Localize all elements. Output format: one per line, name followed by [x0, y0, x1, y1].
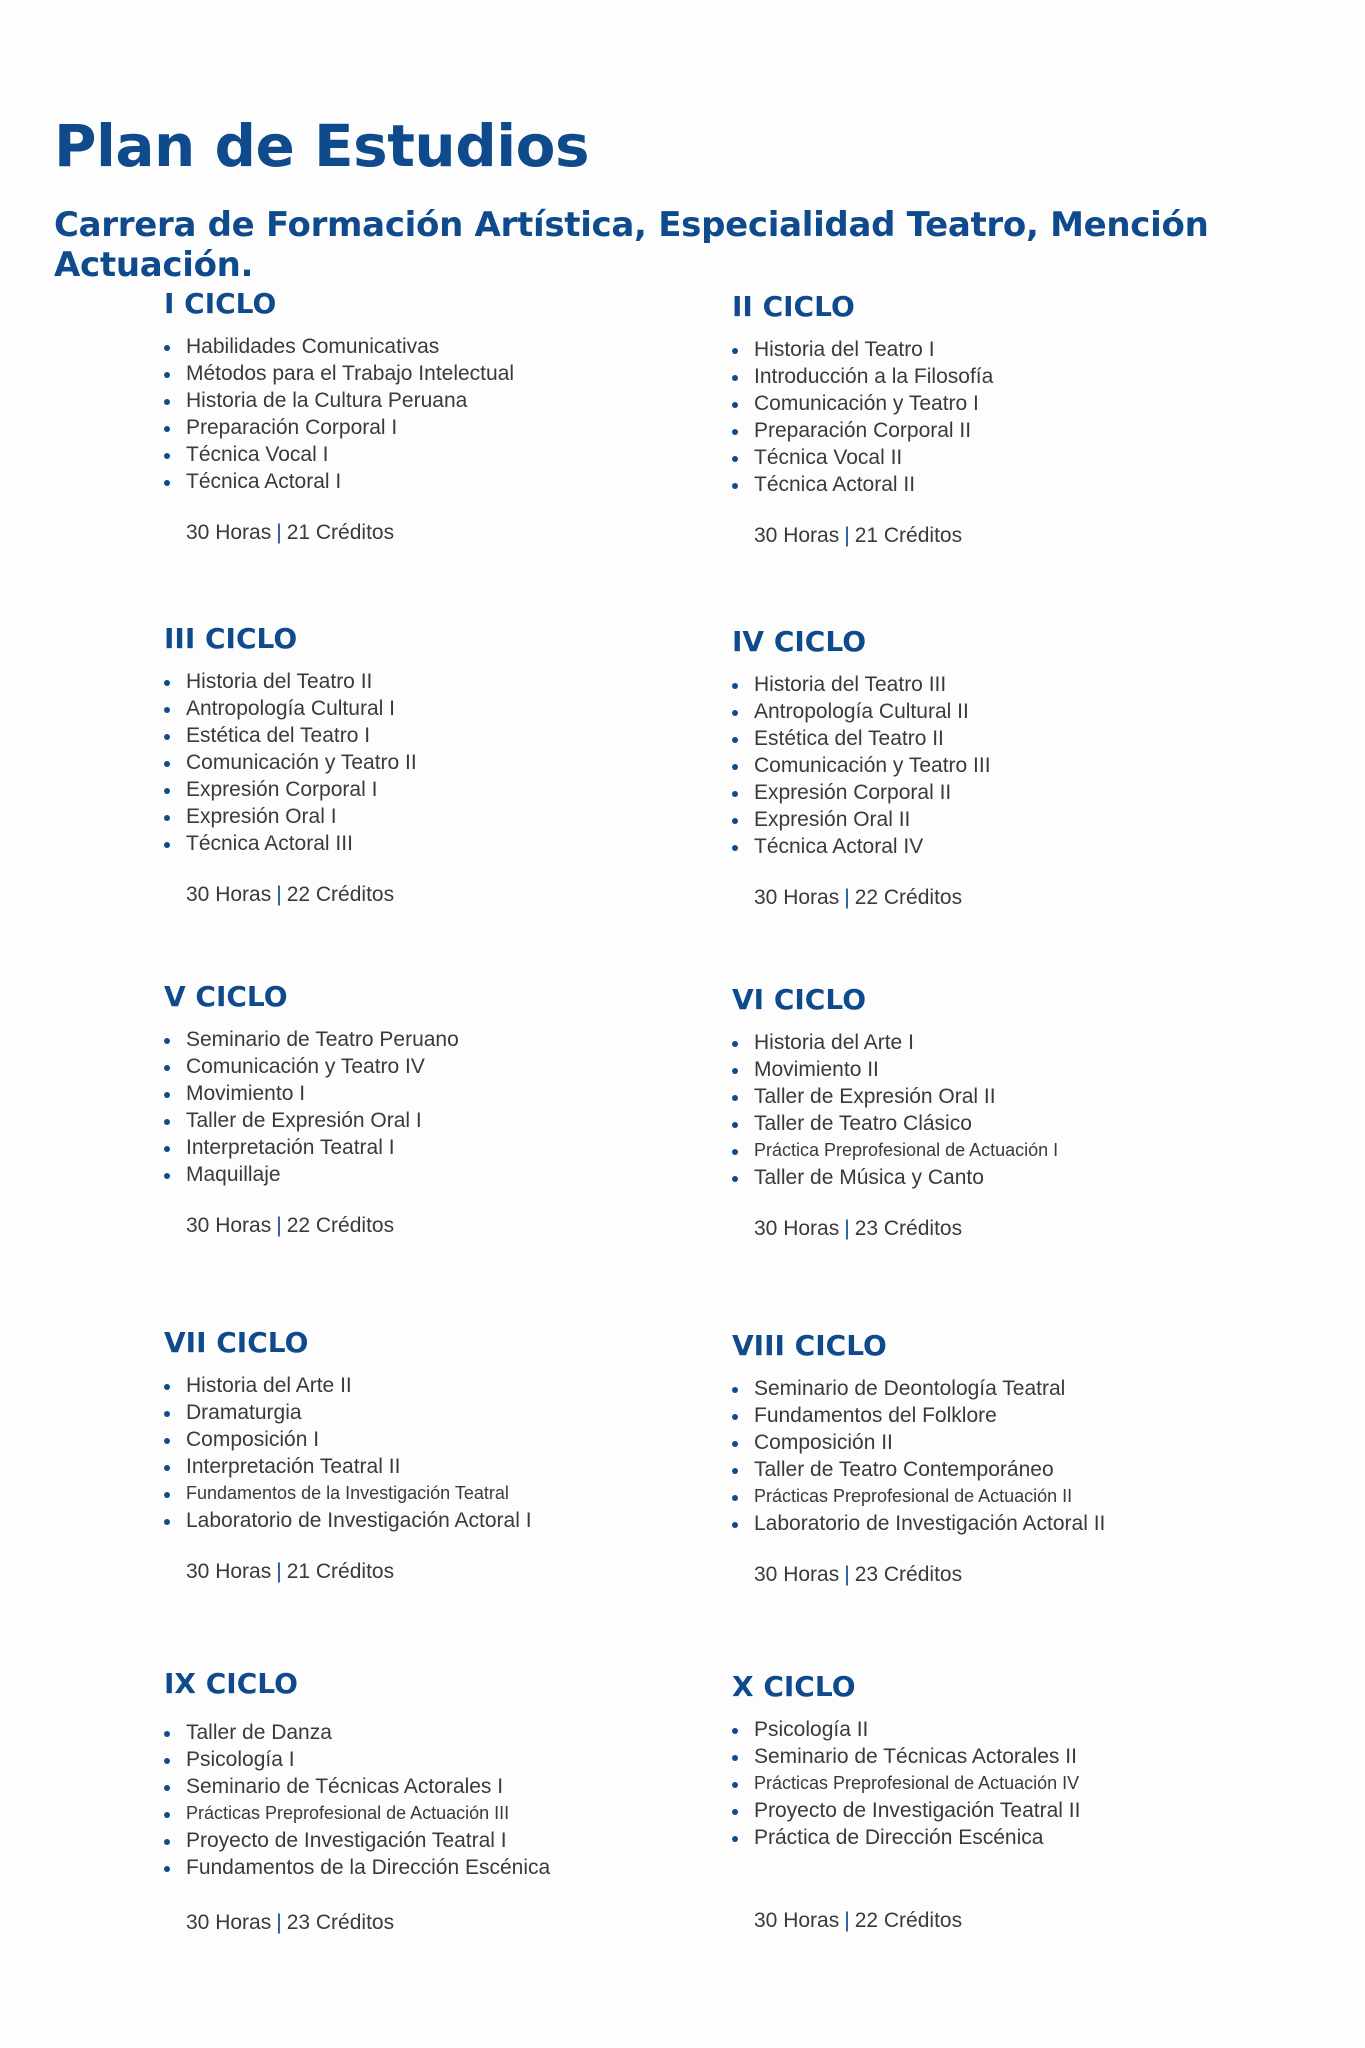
course-name: Laboratorio de Investigación Actoral II [754, 1512, 1106, 1535]
course-list [732, 1375, 1292, 1537]
hours-value: 30 Horas [754, 1909, 840, 1932]
course-name: Seminario de Técnicas Actorales II [754, 1745, 1077, 1768]
bullet-icon [732, 1041, 738, 1047]
course-item [164, 1746, 724, 1773]
course-list [164, 668, 724, 857]
bullet-icon [164, 815, 170, 821]
course-name: Comunicación y Teatro II [186, 751, 417, 774]
bullet-icon [732, 1468, 738, 1474]
credits-value: 22 Créditos [854, 1909, 963, 1932]
course-name: Dramaturgia [186, 1401, 302, 1424]
credits-value: 22 Créditos [286, 1214, 395, 1237]
bullet-icon [164, 1119, 170, 1125]
course-list [164, 1372, 724, 1534]
cycle-section [732, 1670, 1292, 1933]
bullet-icon [732, 1387, 738, 1393]
course-item [732, 671, 1292, 698]
bullet-icon [164, 426, 170, 432]
course-name: Prácticas Preprofesional de Actuación III [186, 1803, 510, 1823]
cycle-section [164, 1326, 724, 1584]
course-name: Expresión Corporal II [754, 781, 952, 804]
course-name: Antropología Cultural I [186, 697, 395, 720]
course-item [732, 806, 1292, 833]
bullet-icon [164, 1038, 170, 1044]
course-item [164, 1800, 724, 1827]
bullet-icon [164, 1812, 170, 1818]
cycle-title: IX CICLO [164, 1667, 298, 1700]
course-item [164, 749, 724, 776]
bullet-icon [164, 1731, 170, 1737]
credits-value: 23 Créditos [286, 1911, 395, 1934]
course-item [732, 752, 1292, 779]
course-name: Estética del Teatro I [186, 724, 371, 747]
cycle-summary [732, 524, 1292, 548]
course-name: Historia del Teatro II [186, 670, 373, 693]
separator-bar: | [276, 1911, 282, 1934]
course-name: Comunicación y Teatro IV [186, 1055, 425, 1078]
hours-value: 30 Horas [754, 1217, 840, 1240]
course-name: Taller de Expresión Oral I [186, 1109, 422, 1132]
bullet-icon [164, 1384, 170, 1390]
course-item [732, 1743, 1292, 1770]
cycle-section [732, 290, 1292, 548]
bullet-icon [732, 348, 738, 354]
course-name: Interpretación Teatral I [186, 1136, 395, 1159]
cycle-summary [164, 1911, 724, 1935]
bullet-icon [732, 1782, 738, 1788]
course-item [164, 830, 724, 857]
course-name: Composición II [754, 1431, 893, 1454]
course-item [732, 471, 1292, 498]
hours-value: 30 Horas [186, 521, 272, 544]
cycle-title: VII CICLO [164, 1326, 309, 1359]
bullet-icon [732, 1522, 738, 1528]
course-list [164, 1719, 724, 1881]
course-name: Introducción a la Filosofía [754, 365, 994, 388]
bullet-icon [732, 375, 738, 381]
course-name: Seminario de Técnicas Actorales I [186, 1775, 504, 1798]
course-list [164, 333, 724, 495]
cycle-title: II CICLO [732, 290, 855, 323]
course-item [732, 1137, 1292, 1164]
bullet-icon [164, 1173, 170, 1179]
course-item [732, 1797, 1292, 1824]
course-item [732, 1029, 1292, 1056]
cycle-section [732, 983, 1292, 1241]
course-name: Taller de Danza [186, 1721, 332, 1744]
hours-value: 30 Horas [186, 1214, 272, 1237]
course-list [732, 1029, 1292, 1191]
cycle-title: VI CICLO [732, 983, 866, 1016]
course-name: Proyecto de Investigación Teatral II [754, 1799, 1081, 1822]
bullet-icon [164, 1839, 170, 1845]
bullet-icon [732, 1122, 738, 1128]
bullet-icon [732, 710, 738, 716]
course-name: Historia del Teatro I [754, 338, 935, 361]
cycle-section [732, 625, 1292, 910]
course-item [732, 1770, 1292, 1797]
course-name: Expresión Oral II [754, 808, 911, 831]
bullet-icon [732, 737, 738, 743]
cycle-summary [164, 521, 724, 545]
course-name: Composición I [186, 1428, 320, 1451]
course-item [732, 444, 1292, 471]
bullet-icon [164, 1519, 170, 1525]
course-item [164, 1372, 724, 1399]
bullet-icon [164, 788, 170, 794]
bullet-icon [732, 1149, 738, 1155]
course-item [164, 776, 724, 803]
course-name: Historia de la Cultura Peruana [186, 389, 468, 412]
course-item [164, 1107, 724, 1134]
course-item [732, 1110, 1292, 1137]
course-name: Taller de Expresión Oral II [754, 1085, 996, 1108]
course-item [164, 1080, 724, 1107]
bullet-icon [164, 734, 170, 740]
course-item [164, 1480, 724, 1507]
bullet-icon [164, 1492, 170, 1498]
course-name: Habilidades Comunicativas [186, 335, 440, 358]
credits-value: 22 Créditos [286, 883, 395, 906]
bullet-icon [732, 1068, 738, 1074]
course-name: Prácticas Preprofesional de Actuación II [754, 1486, 1073, 1506]
bullet-icon [732, 764, 738, 770]
cycle-title: IV CICLO [732, 625, 866, 658]
separator-bar: | [844, 886, 850, 909]
course-name: Psicología I [186, 1748, 295, 1771]
course-item [164, 414, 724, 441]
course-item [164, 1719, 724, 1746]
bullet-icon [164, 345, 170, 351]
bullet-icon [164, 1146, 170, 1152]
bullet-icon [164, 1866, 170, 1872]
course-name: Laboratorio de Investigación Actoral I [186, 1509, 532, 1532]
course-name: Expresión Corporal I [186, 778, 378, 801]
credits-value: 22 Créditos [854, 886, 963, 909]
course-name: Fundamentos del Folklore [754, 1404, 997, 1427]
bullet-icon [732, 429, 738, 435]
course-name: Fundamentos de la Dirección Escénica [186, 1856, 551, 1879]
course-item [164, 668, 724, 695]
cycle-title: X CICLO [732, 1670, 856, 1703]
course-name: Historia del Arte II [186, 1374, 352, 1397]
hours-value: 30 Horas [754, 886, 840, 909]
course-item [164, 1134, 724, 1161]
separator-bar: | [844, 1909, 850, 1932]
bullet-icon [164, 1065, 170, 1071]
course-item [164, 1053, 724, 1080]
course-item [164, 1507, 724, 1534]
course-item [164, 1827, 724, 1854]
bullet-icon [732, 791, 738, 797]
course-item [732, 698, 1292, 725]
course-item [732, 1510, 1292, 1537]
credits-value: 23 Créditos [854, 1217, 963, 1240]
course-item [732, 336, 1292, 363]
course-name: Práctica Preprofesional de Actuación I [754, 1140, 1059, 1160]
separator-bar: | [844, 524, 850, 547]
cycle-section [164, 287, 724, 545]
course-list [732, 1716, 1292, 1851]
course-list [732, 336, 1292, 498]
course-item [164, 1854, 724, 1881]
cycle-section [164, 622, 724, 907]
bullet-icon [164, 1092, 170, 1098]
bullet-icon [732, 1728, 738, 1734]
credits-value: 23 Créditos [854, 1563, 963, 1586]
bullet-icon [732, 1809, 738, 1815]
course-item [164, 695, 724, 722]
course-item [164, 360, 724, 387]
bullet-icon [732, 1095, 738, 1101]
course-name: Técnica Actoral III [186, 832, 353, 855]
course-item [164, 803, 724, 830]
course-item [732, 725, 1292, 752]
bullet-icon [164, 1758, 170, 1764]
course-item [164, 441, 724, 468]
course-item [164, 1453, 724, 1480]
course-name: Métodos para el Trabajo Intelectual [186, 362, 515, 385]
cycle-summary [732, 1217, 1292, 1241]
cycle-summary [164, 1560, 724, 1584]
cycle-summary [732, 1909, 1292, 1933]
bullet-icon [732, 818, 738, 824]
course-item [164, 1399, 724, 1426]
course-item [732, 1375, 1292, 1402]
course-item [732, 1083, 1292, 1110]
course-item [164, 1426, 724, 1453]
course-name: Técnica Vocal II [754, 446, 903, 469]
course-name: Historia del Arte I [754, 1031, 914, 1054]
course-item [732, 363, 1292, 390]
bullet-icon [164, 1411, 170, 1417]
bullet-icon [164, 372, 170, 378]
course-name: Movimiento I [186, 1082, 306, 1105]
course-item [164, 333, 724, 360]
separator-bar: | [844, 1217, 850, 1240]
course-name: Técnica Actoral I [186, 470, 342, 493]
credits-value: 21 Créditos [286, 1560, 395, 1583]
bullet-icon [732, 1755, 738, 1761]
bullet-icon [164, 680, 170, 686]
course-name: Historia del Teatro III [754, 673, 947, 696]
course-item [732, 1164, 1292, 1191]
hours-value: 30 Horas [186, 1911, 272, 1934]
page-subtitle: Carrera de Formación Artística, Especialidad Teatro, Mención Actuación. [54, 205, 1209, 285]
course-name: Proyecto de Investigación Teatral I [186, 1829, 507, 1852]
bullet-icon [732, 845, 738, 851]
course-item [732, 1402, 1292, 1429]
bullet-icon [164, 707, 170, 713]
course-name: Preparación Corporal I [186, 416, 398, 439]
course-name: Preparación Corporal II [754, 419, 972, 442]
cycle-title: III CICLO [164, 622, 298, 655]
course-name: Seminario de Teatro Peruano [186, 1028, 459, 1051]
course-item [732, 1716, 1292, 1743]
page-title: Plan de Estudios [54, 112, 589, 180]
cycle-title: I CICLO [164, 287, 277, 320]
bullet-icon [164, 1785, 170, 1791]
separator-bar: | [844, 1563, 850, 1586]
course-item [164, 1773, 724, 1800]
course-name: Maquillaje [186, 1163, 281, 1186]
course-item [164, 387, 724, 414]
separator-bar: | [276, 521, 282, 544]
course-item [164, 1161, 724, 1188]
course-item [732, 779, 1292, 806]
credits-value: 21 Créditos [286, 521, 395, 544]
course-name: Prácticas Preprofesional de Actuación IV [754, 1773, 1080, 1793]
bullet-icon [732, 683, 738, 689]
cycle-title: VIII CICLO [732, 1329, 887, 1362]
course-item [732, 390, 1292, 417]
cycle-summary [164, 883, 724, 907]
course-name: Expresión Oral I [186, 805, 337, 828]
bullet-icon [732, 1836, 738, 1842]
course-item [732, 1483, 1292, 1510]
bullet-icon [732, 483, 738, 489]
course-name: Taller de Teatro Contemporáneo [754, 1458, 1054, 1481]
course-item [732, 833, 1292, 860]
course-name: Psicología II [754, 1718, 869, 1741]
course-name: Fundamentos de la Investigación Teatral [186, 1483, 509, 1503]
course-item [164, 1026, 724, 1053]
bullet-icon [164, 1438, 170, 1444]
cycle-section [732, 1329, 1292, 1587]
course-name: Técnica Actoral II [754, 473, 916, 496]
bullet-icon [164, 761, 170, 767]
bullet-icon [732, 1495, 738, 1501]
course-name: Seminario de Deontología Teatral [754, 1377, 1066, 1400]
credits-value: 21 Créditos [854, 524, 963, 547]
course-name: Taller de Música y Canto [754, 1166, 984, 1189]
separator-bar: | [276, 1560, 282, 1583]
course-name: Comunicación y Teatro III [754, 754, 991, 777]
course-item [732, 1429, 1292, 1456]
course-item [732, 417, 1292, 444]
course-name: Taller de Teatro Clásico [754, 1112, 972, 1135]
bullet-icon [164, 453, 170, 459]
bullet-icon [164, 842, 170, 848]
course-list [164, 1026, 724, 1188]
cycle-summary [732, 1563, 1292, 1587]
bullet-icon [732, 402, 738, 408]
bullet-icon [732, 1414, 738, 1420]
bullet-icon [732, 1176, 738, 1182]
course-name: Técnica Actoral IV [754, 835, 924, 858]
cycle-summary [164, 1214, 724, 1238]
course-item [732, 1056, 1292, 1083]
course-name: Interpretación Teatral II [186, 1455, 401, 1478]
hours-value: 30 Horas [186, 1560, 272, 1583]
course-name: Estética del Teatro II [754, 727, 944, 750]
separator-bar: | [276, 883, 282, 906]
bullet-icon [164, 399, 170, 405]
course-item [732, 1824, 1292, 1851]
bullet-icon [164, 1465, 170, 1471]
bullet-icon [164, 480, 170, 486]
hours-value: 30 Horas [186, 883, 272, 906]
cycle-title: V CICLO [164, 980, 288, 1013]
bullet-icon [732, 1441, 738, 1447]
course-item [732, 1456, 1292, 1483]
course-item [164, 722, 724, 749]
cycle-section [164, 1667, 724, 1935]
course-name: Técnica Vocal I [186, 443, 329, 466]
course-name: Comunicación y Teatro I [754, 392, 979, 415]
separator-bar: | [276, 1214, 282, 1237]
course-name: Antropología Cultural II [754, 700, 969, 723]
course-item [164, 468, 724, 495]
cycle-summary [732, 886, 1292, 910]
hours-value: 30 Horas [754, 1563, 840, 1586]
hours-value: 30 Horas [754, 524, 840, 547]
course-name: Práctica de Dirección Escénica [754, 1826, 1044, 1849]
course-list [732, 671, 1292, 860]
course-name: Movimiento II [754, 1058, 879, 1081]
cycle-section [164, 980, 724, 1238]
bullet-icon [732, 456, 738, 462]
